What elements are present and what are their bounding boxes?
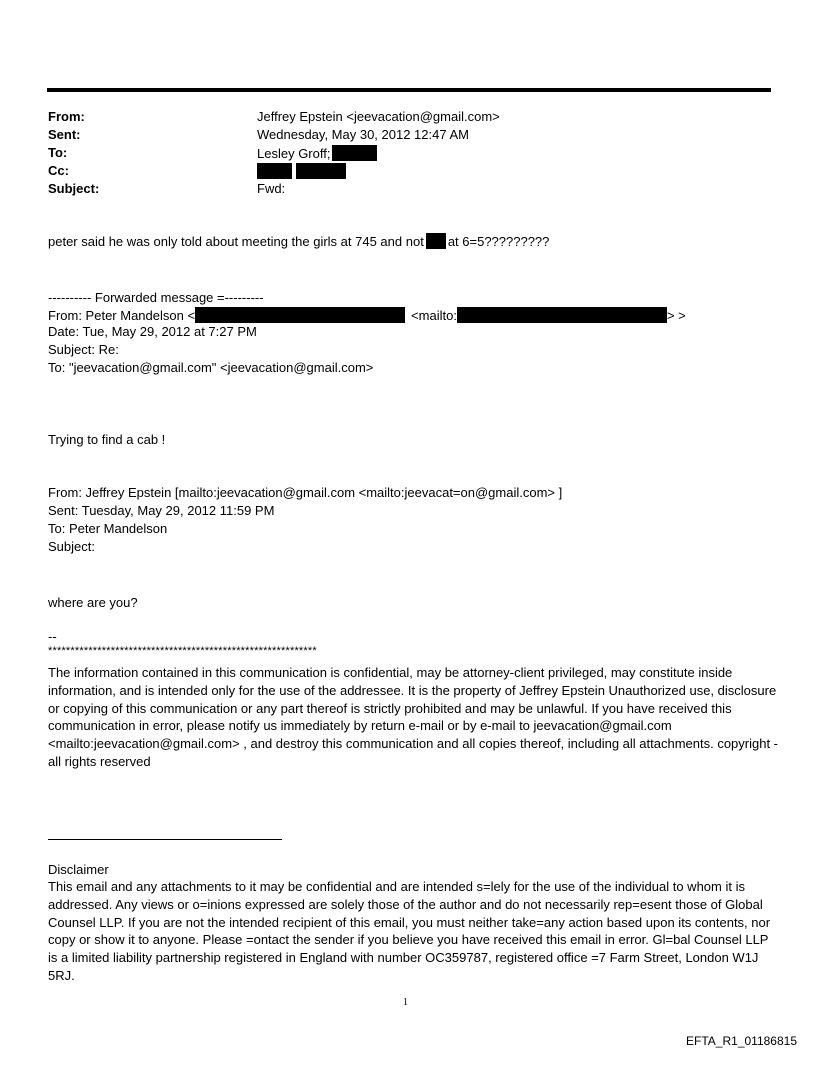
original-body: where are you? [48,595,138,610]
redaction-block [296,163,346,179]
body-text-part1: peter said he was only told about meeting the girls at 745 and not [48,234,424,249]
forwarded-from-suffix: > > [666,308,686,323]
cc-row [257,163,346,179]
forwarded-from-row [48,307,686,323]
redaction-block [257,163,292,179]
signature-stars: ************************************************************ [48,645,317,657]
body-text-part2: at 6=5????????? [447,234,550,249]
header-top-rule [47,88,771,92]
disclaimer-text: This email and any attachments to it may be confidential and are intended s=lely for the use of the individual to whom it is addressed. Any views or o=inions expressed are solely those of the author and do not necessarily rep=esent those of Global Counsel LLP. If you are not the intended recipient of this email, you must neither take=any action based upon its contents, nor copy or show it to anyone. Please =ontact the sender if you believe you have received this email in error. Gl=bal Counsel LLP is a limited liability partnership registered in England with number OC359787, registered office =7 Farm Street, London W1J 5RJ. [48,879,771,983]
forwarded-to: To: "jeevacation@gmail.com" <jeevacation@gmail.com> [48,360,374,375]
original-sent: Sent: Tuesday, May 29, 2012 11:59 PM [48,503,275,518]
redaction-block [426,233,446,249]
forwarded-date: Date: Tue, May 29, 2012 at 7:27 PM [48,324,257,339]
page-number: 1 [403,997,408,1008]
original-subject: Subject: [48,539,95,554]
from-label: From: [48,109,85,124]
sent-value: Wednesday, May 30, 2012 12:47 AM [257,127,469,142]
to-label: To: [48,145,68,160]
subject-label: Subject: [48,181,100,196]
signature-dashes: -- [48,629,57,644]
redaction-block [332,145,377,161]
original-from: From: Jeffrey Epstein [mailto:jeevacation@gmail.com <mailto:jeevacat=on@gmail.com> ] [48,485,563,500]
to-value: Lesley Groff; [257,146,331,161]
document-id: EFTA_R1_01186815 [686,1034,797,1048]
signature-divider [48,839,282,840]
redaction-block [457,307,667,323]
forwarded-from-prefix: From: Peter Mandelson < [48,308,196,323]
from-value: Jeffrey Epstein <jeevacation@gmail.com> [257,109,500,124]
body-line [48,233,549,249]
sent-label: Sent: [48,127,81,142]
subject-value: Fwd: [257,181,286,196]
forwarded-marker: ---------- Forwarded message =--------- [48,290,264,305]
confidential-notice: The information contained in this communication is confidential, may be attorney-client privileged, may constitute inside information, and is intended only for the use of the addressee. It is the property of Jeffrey Epstein Unauthorized use, disclosure or copying of this communication or any part thereof is strictly prohibited and may be unlawful. If you have received this communication in error, please notify us immediately by return e-mail or by e-mail to jeevacation@gmail.com <mailto:jeevacation@gmail.com> , and destroy this communication and all copies thereof, including all attachments. copyright -all rights reserved [48,665,779,769]
disclaimer-title: Disclaimer [48,862,109,877]
redaction-block [195,307,405,323]
forwarded-from-mailto: <mailto: [411,308,457,323]
forwarded-subject: Subject: Re: [48,342,119,357]
cc-label: Cc: [48,163,69,178]
reply-text: Trying to find a cab ! [48,432,166,447]
original-to: To: Peter Mandelson [48,521,168,536]
to-row [257,145,377,161]
